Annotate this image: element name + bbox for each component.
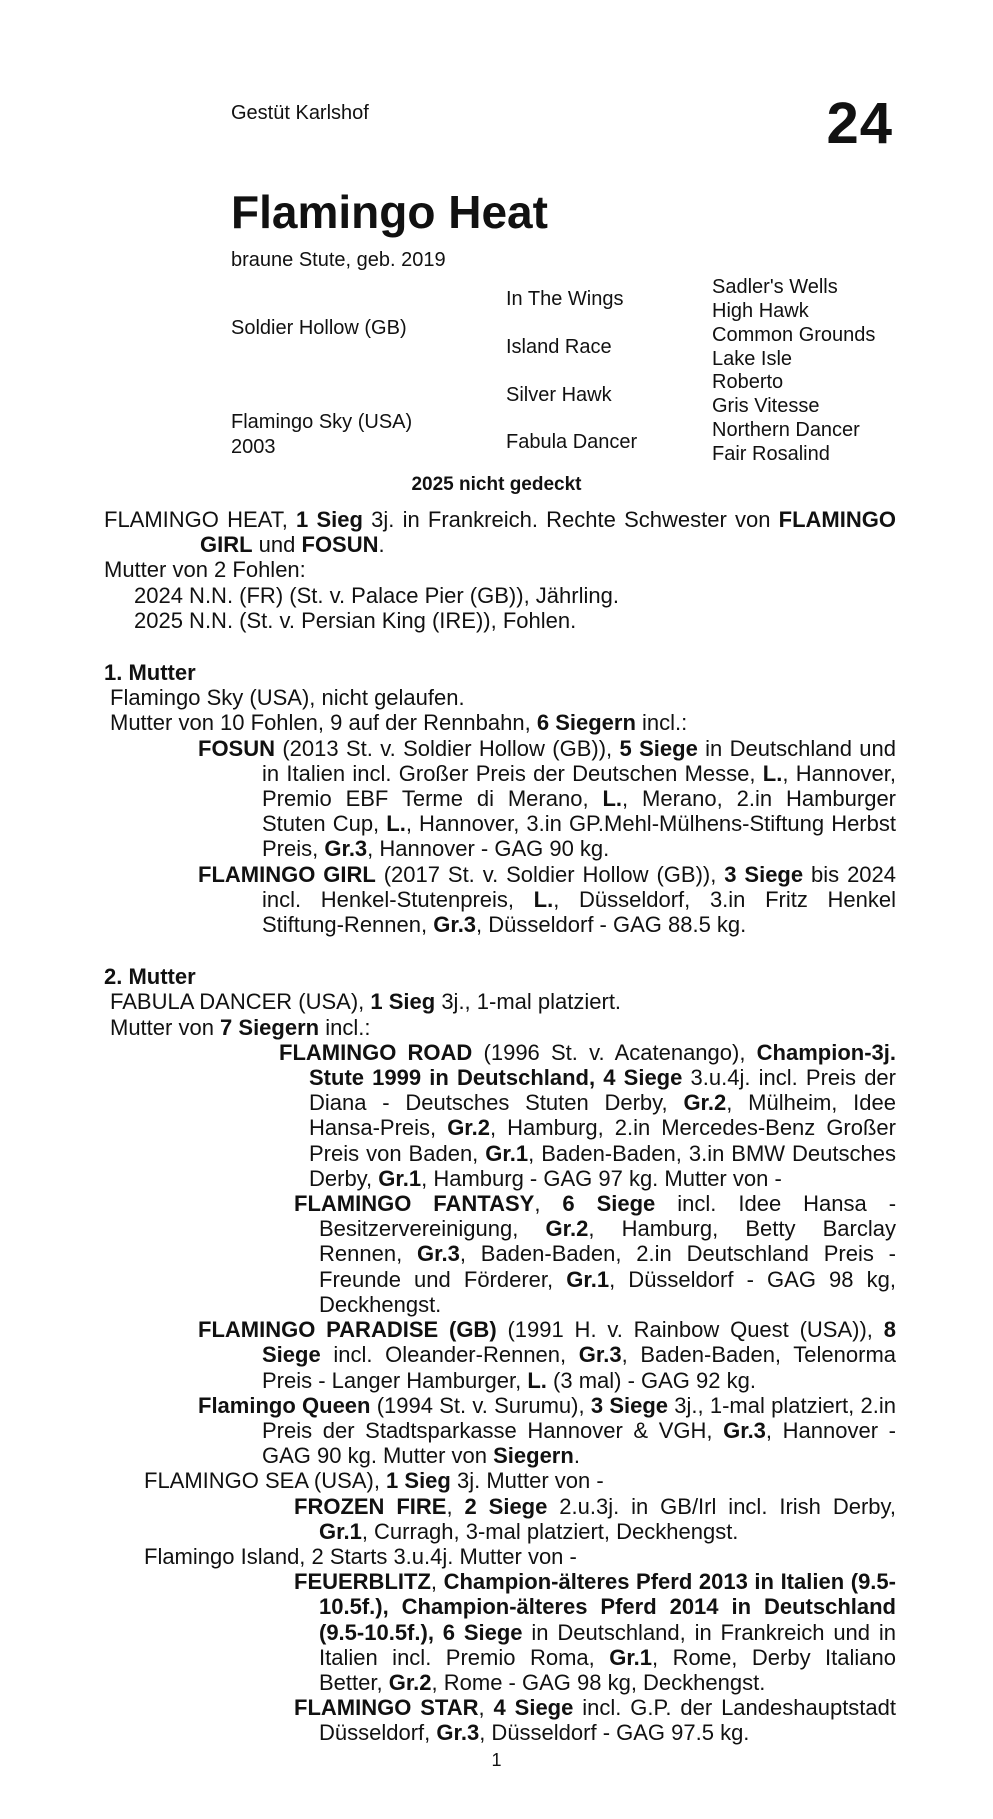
produce-entry: FOSUN (2013 St. v. Soldier Hollow (GB)), 5 Siege in Deutschland und in Italien incl. Großer Preis der Deutschen Messe, L., Hannover, Premio EBF Terme di Merano, L., Merano, 2.in Hamburger Stuten Cup, L., Hannover, 3.in GP.Mehl-Mülhens-Stiftung Herbst Preis, Gr.3, Hannover - GAG 90 kg.	[198, 735, 897, 862]
lot-number: 24	[826, 91, 893, 156]
pedigree-great-grandparent: Roberto	[712, 371, 784, 393]
produce-entry-nested: FLAMINGO FANTASY, 6 Siege incl. Idee Hansa - Besitzervereinigung, Gr.2, Hamburg, Betty Barclay Rennen, Gr.3, Baden-Baden, 2.in Deutschland Preis - Freunde und Förderer, Gr.1, Düsseldorf - GAG 98 kg, Deckhengst.	[294, 1191, 897, 1317]
pedigree-grandparent: Silver Hawk	[506, 384, 612, 406]
produce-entry: Flamingo Queen (1994 St. v. Surumu), 3 Siege 3j., 1-mal platziert, 2.in Preis der Stadtsparkasse Hannover & VGH, Gr.3, Hannover - GAG 90 kg. Mutter von Siegern.	[198, 1392, 896, 1469]
section-heading-first-dam: 1. Mutter	[104, 660, 196, 686]
dam-produce-summary: Mutter von 10 Fohlen, 9 auf der Rennbahn, 6 Siegern incl.:	[110, 710, 688, 736]
dam-line: Flamingo Sky (USA), nicht gelaufen.	[110, 685, 465, 711]
pedigree-great-grandparent: High Hawk	[712, 300, 809, 322]
page-number: 1	[491, 1750, 502, 1770]
pedigree-dam-year: 2003	[231, 436, 276, 458]
pedigree-sire: Soldier Hollow (GB)	[231, 317, 407, 339]
pedigree-grandparent: Island Race	[506, 336, 612, 358]
pedigree-great-grandparent: Lake Isle	[712, 348, 793, 370]
pedigree-great-grandparent: Common Grounds	[712, 324, 876, 346]
produce-entry-nested: FEUERBLITZ, Champion-älteres Pferd 2013 in Italien (9.5-10.5f.), Champion-älteres Pferd 2014 in Deutschland (9.5-10.5f.), 6 Siege in Deutschland, in Frankreich und in Italien incl. Premio Roma, Gr.1, Rome, Derby Italiano Better, Gr.2, Rome - GAG 98 kg, Deckhengst.	[294, 1569, 896, 1695]
pedigree-great-grandparent: Gris Vitesse	[712, 395, 820, 417]
breeder-name: Gestüt Karlshof	[231, 102, 369, 124]
produce-entry: FLAMINGO PARADISE (GB) (1991 H. v. Rainbow Quest (USA)), 8 Siege incl. Oleander-Rennen, Gr.3, Baden-Baden, Telenorma Preis - Langer Hamburger, L. (3 mal) - GAG 92 kg.	[198, 1317, 897, 1393]
produce-entry: FLAMINGO ROAD (1996 St. v. Acatenango), Champion-3j. Stute 1999 in Deutschland, 4 Siege 3.u.4j. incl. Preis der Diana - Deutsches Stuten Derby, Gr.2, Mülheim, Idee Hansa-Preis, Gr.2, Hamburg, 2.in Mercedes-Benz Großer Preis von Baden, Gr.1, Baden-Baden, 3.in BMW Deutsches Derby, Gr.1, Hamburg - GAG 97 kg. Mutter von -	[279, 1039, 897, 1191]
dam-produce-summary: Mutter von 7 Siegern incl.:	[110, 1014, 371, 1040]
produce-entry: Flamingo Island, 2 Starts 3.u.4j. Mutter von -	[144, 1543, 577, 1569]
pedigree-grandparent: Fabula Dancer	[506, 431, 638, 453]
catalogue-body	[104, 507, 896, 1746]
produce-entry: FLAMINGO SEA (USA), 1 Sieg 3j. Mutter von -	[144, 1468, 604, 1494]
produce-entry-nested: FLAMINGO STAR, 4 Siege incl. G.P. der Landeshauptstadt Düsseldorf, Gr.3, Düsseldorf - GAG 97.5 kg.	[294, 1695, 896, 1746]
pedigree-great-grandparent: Sadler's Wells	[712, 276, 838, 298]
covering-note: 2025 nicht gedeckt	[411, 474, 582, 495]
pedigree-dam: Flamingo Sky (USA)	[231, 411, 413, 433]
section-heading-second-dam: 2. Mutter	[104, 964, 196, 990]
produce-entry: FLAMINGO GIRL (2017 St. v. Soldier Hollow (GB)), 3 Siege bis 2024 incl. Henkel-Stutenpreis, L., Düsseldorf, 3.in Fritz Henkel Stiftung-Rennen, Gr.3, Düsseldorf - GAG 88.5 kg.	[198, 861, 897, 938]
foal-entry: 2024 N.N. (FR) (St. v. Palace Pier (GB)), Jährling.	[134, 582, 619, 608]
intro-paragraph: FLAMINGO HEAT, 1 Sieg 3j. in Frankreich. Rechte Schwester von FLAMINGO GIRL und FOSUN.	[104, 507, 896, 558]
horse-description: braune Stute, geb. 2019	[231, 249, 446, 271]
pedigree-great-grandparent: Fair Rosalind	[712, 443, 830, 465]
pedigree-great-grandparent: Northern Dancer	[712, 419, 860, 441]
pedigree-grandparent: In The Wings	[506, 288, 624, 310]
produce-entry-nested: FROZEN FIRE, 2 Siege 2.u.3j. in GB/Irl incl. Irish Derby, Gr.1, Curragh, 3-mal platziert, Deckhengst.	[294, 1493, 896, 1544]
horse-name: Flamingo Heat	[231, 186, 548, 238]
foals-count: Mutter von 2 Fohlen:	[104, 557, 306, 583]
foal-entry: 2025 N.N. (St. v. Persian King (IRE)), Fohlen.	[134, 607, 577, 633]
dam-line: FABULA DANCER (USA), 1 Sieg 3j., 1-mal platziert.	[110, 989, 622, 1015]
